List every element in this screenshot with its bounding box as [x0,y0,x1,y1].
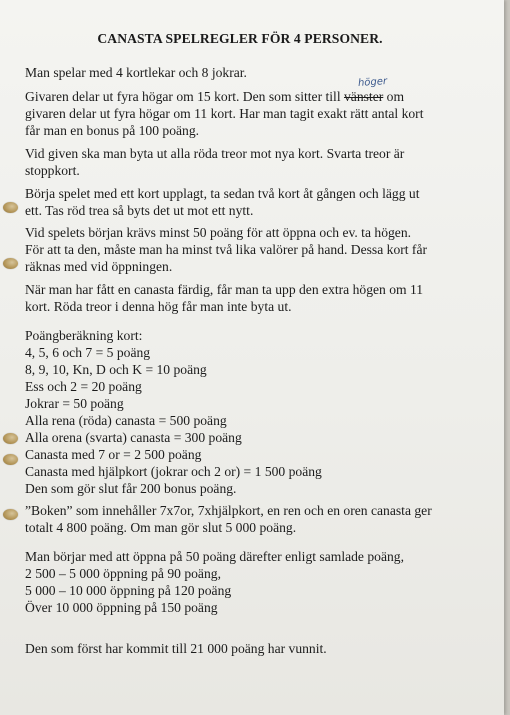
text-line: Alla rena (röda) canasta = 500 poäng [25,413,227,428]
paragraph-start-play [25,185,495,219]
text-line: Canasta med 7 or = 2 500 poäng [25,447,202,462]
text-line: Vid spelets början krävs minst 50 poäng för att öppna och ev. ta högen. [25,225,412,240]
paragraph-opening [25,224,495,275]
handwritten-correction: höger [357,75,388,90]
text-line: Alla orena (svarta) canasta = 300 poäng [25,430,242,445]
text-line: När man har fått en canasta färdig, får man ta upp den extra högen om 11 [25,282,424,297]
text-line: 8, 9, 10, Kn, D och K = 10 poäng [25,362,207,377]
text-line: För att ta den, måste man ha minst två lika valörer på hand. Dessa kort får [25,242,428,257]
text-line: totalt 4 800 poäng. Om man gör slut 5 000 poäng. [25,520,297,535]
text-line: kort. Röda treor i denna hög får man inte byta ut. [25,299,292,314]
punch-hole [3,433,18,444]
text-segment: Givaren delar ut fyra högar om 15 kort. Den som sitter till [25,89,344,104]
punch-hole [3,509,18,520]
text-line: stoppkort. [25,163,80,178]
text-line: räknas med vid öppningen. [25,259,173,274]
text-line: Jokrar = 50 poäng [25,396,124,411]
text-line: får man en bonus på 100 poäng. [25,123,200,138]
text-line: Canasta med hjälpkort (jokrar och 2 or) = 1 500 poäng [25,464,322,479]
paragraph-extra-pile [25,281,495,315]
text-line: Poängberäkning kort: [25,328,143,343]
text-line: ett. Tas röd trea så byts det ut mot ett nytt. [25,203,254,218]
text-segment: om [383,89,405,104]
text-line: 4, 5, 6 och 7 = 5 poäng [25,345,151,360]
text-line: Börja spelet med ett kort upplagt, ta sedan två kort åt gången och lägg ut [25,186,420,201]
text-line: Man spelar med 4 kortlekar och 8 jokrar. [25,65,247,80]
text-line: 5 000 – 10 000 öppning på 120 poäng [25,583,232,598]
paragraph-opening-levels [25,548,495,616]
punch-hole [3,258,18,269]
punch-hole [3,202,18,213]
text-line: Över 10 000 öppning på 150 poäng [25,600,218,615]
paragraph-dealing [25,88,495,139]
paragraph-scoring [25,327,495,497]
paragraph-decks [25,64,495,81]
page-title: CANASTA SPELREGLER FÖR 4 PERSONER. [97,31,383,46]
text-line: Ess och 2 = 20 poäng [25,379,142,394]
text-line: Vid given ska man byta ut alla röda treor mot nya kort. Svarta treor är [25,146,405,161]
text-line [25,88,495,105]
struck-word: vänster [344,89,384,104]
text-line: ”Boken” som innehåller 7x7or, 7xhjälpkort, en ren och en oren canasta ger [25,503,432,518]
paragraph-red-threes [25,145,495,179]
punch-hole [3,454,18,465]
text-line: givaren delar ut fyra högar om 11 kort. Har man tagit exakt rätt antal kort [25,106,424,121]
text-line: 2 500 – 5 000 öppning på 90 poäng, [25,566,221,581]
text-line: Man börjar med att öppna på 50 poäng därefter enligt samlade poäng, [25,549,404,564]
text-line: Den som gör slut får 200 bonus poäng. [25,481,237,496]
paragraph-winning [25,640,495,657]
paragraph-book [25,502,495,536]
text-line: Den som först har kommit till 21 000 poäng har vunnit. [25,641,327,656]
